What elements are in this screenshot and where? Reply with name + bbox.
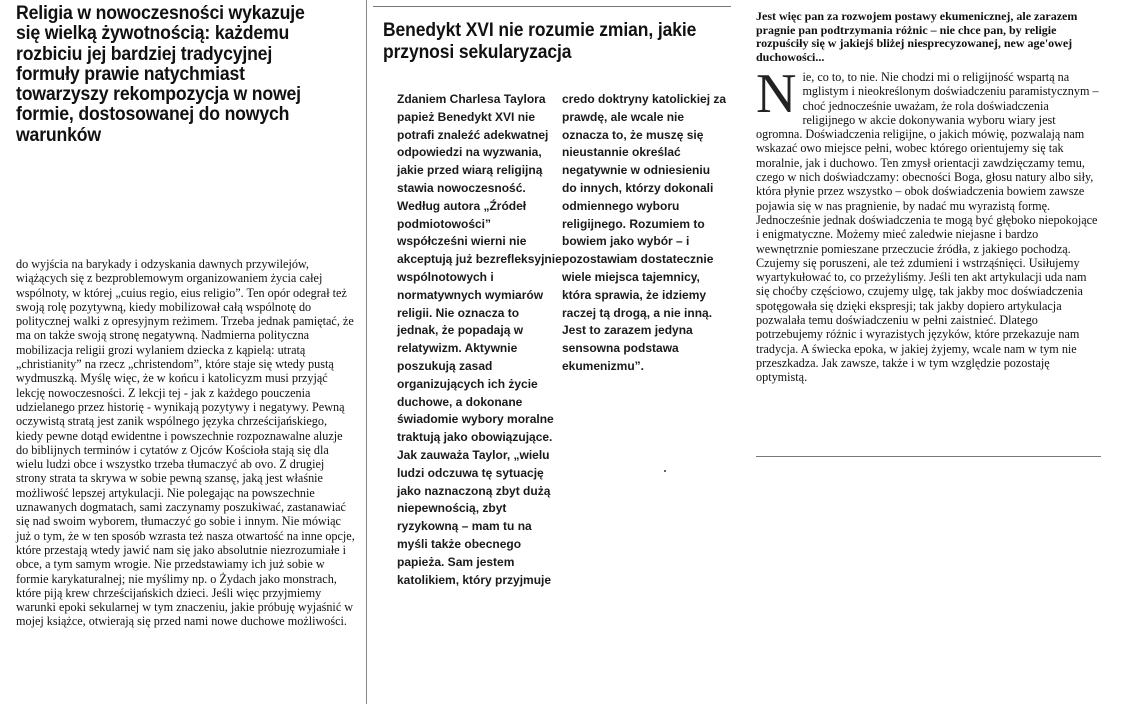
drop-cap: N	[756, 63, 797, 125]
paragraph: ie, co to, to nie. Nie chodzi mi o religijność wspartą na mglistym i nieokreślonym doświadczeniu paramistycznym – choć jednocześnie uważam, że rola doświadczenia religijnego w akcie dokonywania wyboru wiary jest ogromna. Doświadczenia religijne, o jakich mówię, pozwalają nam wskazać owo miejsce pełni, wobec którego orientujemy się tak moralnie, jak i duchowo. Ten zmysł orientacji zawdzięczamy temu, czego w nich doświadczamy: obecności Boga, głosu natury albo siły, która płynie przez wszystko – obok doświadczenia bowiem zawsze pojawia się w nas pragnienie, by nadać mu wyrazistą formę. Jednocześnie jednak doświadczenia te mogą być głęboko niepokojące i enigmatyczne. Możemy mieć zaledwie niejasne i bardzo wewnętrznie pomieszane przeczucie źródła, z jakiego pochodzą. Czujemy się poruszeni, ale też zdumieni i wstrząśnięci. Usiłujemy wyartykułować to, co przeżyliśmy. Jeśli ten akt artykulacji uda nam się choćby częściowo, czujemy ulgę, tak jakby moc doświadczenia spotęgowała się dzięki ekspresji; tak jakby dopiero artykulacja pozwalała temu doświadczeniu w pełni zaistnieć. Dlatego potrzebujemy różnic i wyrazistych języków, które przekazuje nam tradycja. A świecka epoka, w jakiej żyjemy, wcale nam w tym nie przeszkadza. Jak zawsze, także i w tym względzie pozostaję optymistą.	[756, 70, 1099, 385]
paragraph: credo doktryny katolickiej za prawdę, ale wcale nie oznacza to, że muszę się nieustannie określać negatywnie w odniesieniu do innych, którzy dokonali odmiennego wyboru religijnego. Rozumiem to bowiem jako wybór – i pozostawiam dostatecznie wiele miejsca tajemnicy, która sprawia, że idziemy raczej tą drogą, a nie inną. Jest to zarazem jedyna sensowna podstawa ekumenizmu”.	[562, 92, 727, 373]
bottom-rule	[756, 456, 1101, 457]
column-divider	[366, 0, 367, 704]
stray-mark	[664, 470, 666, 472]
paragraph: do wyjścia na barykady i odzyskania dawnych przywilejów, wiążących się z bezproblemowym organizowaniem życia całej wspólnoty, w której „cuius regio, eius religio”. Ten opór odegrał też swoją rolę pozytywną, kiedy mobilizował całą wspólnotę do politycznej walki z opresyjnym reżimem. Trzeba jednak pamiętać, że ma on także swoją stronę negatywną. Nadmierna polityczna mobilizacja religii grozi wylaniem dziecka z kąpielą: utratą „christianity” na rzecz „christendom”, które staje się wtedy pustą wydmuszką. Myślę więc, że w końcu i katolicyzm musi przyjąć lekcję nowoczesności. Z lekcji tej - jak z każdego pouczenia udzielanego przez historię - wynikają pozytywy i negatywy. Pewną oczywistą stratą jest zanik wspólnego języka chrześcijańskiego, kiedy pewne dotąd ewidentne i powszechnie rozpoznawalne aluzje do biblijnych terminów i cytatów z Ojców Kościoła stają się dla wielu ludzi obce i wszystko trzeba tłumaczyć ab ovo. Z drugiej strony strata ta skrywa w sobie pewną szansę, jaką jest właśnie możliwość lepszej artykulacji. Nie polegając na powszechnie uznawanych dogmatach, sami zaczynamy poszukiwać, zastanawiać się nad swoim wyborem, tłumaczyć go sobie i innym. Nie mówiąc już o tym, że w ten sposób wzrasta też nasza otwartość na inne opcje, które przestają wtedy jawić nam się jako absolutnie niezrozumiałe i obce, a tym samym wrogie. Nie przedstawiamy ich już sobie w formie karykaturalnej; nie myślimy np. o Żydach jako monstrach, które piją krew chrześcijańskich dzieci. Jeśli więc przyjmiemy warunki epoki sekularnej w tym znaczeniu, jakie próbuję wyjaśnić w mojej książce, otwierają się przed nami nowe duchowe możliwości.	[16, 257, 355, 629]
sidebar-text-left	[397, 91, 562, 589]
pull-quote-headline: Religia w nowoczesności wykazuje się wielką żywotnością: każdemu rozbiciu jej bardziej tradycyjnej formuły prawie natychmiast towarzyszy rekompozycja w nowej formie, dostosowanej do nowych warunków	[16, 3, 305, 146]
top-rule	[373, 6, 731, 7]
sidebar-headline: Benedykt XVI nie rozumie zmian, jakie przynosi sekularyzacja	[383, 20, 697, 63]
interview-question: Jest więc pan za rozwojem postawy ekumenicznej, ale zarazem pragnie pan podtrzymania różnic – nie chce pan, by religie rozpuściły się w jakiejś bliżej niesprecyzowanej, new age'owej duchowości...	[756, 9, 1078, 64]
article-body-text	[16, 257, 356, 629]
sidebar-text-right	[562, 91, 727, 376]
paragraph: Zdaniem Charlesa Taylora papież Benedykt XVI nie potrafi znaleźć adekwatnej odpowiedzi na wyzwania, jakie przed wiarą religijną stawia nowoczesność. Według autora „Źródeł podmiotowości” współcześni wierni nie akceptują już bezrefleksyjnie wspólnotowych i normatywnych wymiarów religii. Nie oznacza to jednak, że popadają w relatywizm. Aktywnie poszukują zasad organizujących ich życie duchowe, a dokonane świadomie wybory moralne traktują jako obowiązujące. Jak zauważa Taylor, „wielu ludzi odczuwa tę sytuację jako naznaczoną zbyt dużą niepewnością, zbyt ryzykowną – mam tu na myśli także obecnego papieża. Sam jestem katolikiem, który przyjmuje	[397, 92, 562, 587]
interview-answer	[756, 63, 1101, 385]
